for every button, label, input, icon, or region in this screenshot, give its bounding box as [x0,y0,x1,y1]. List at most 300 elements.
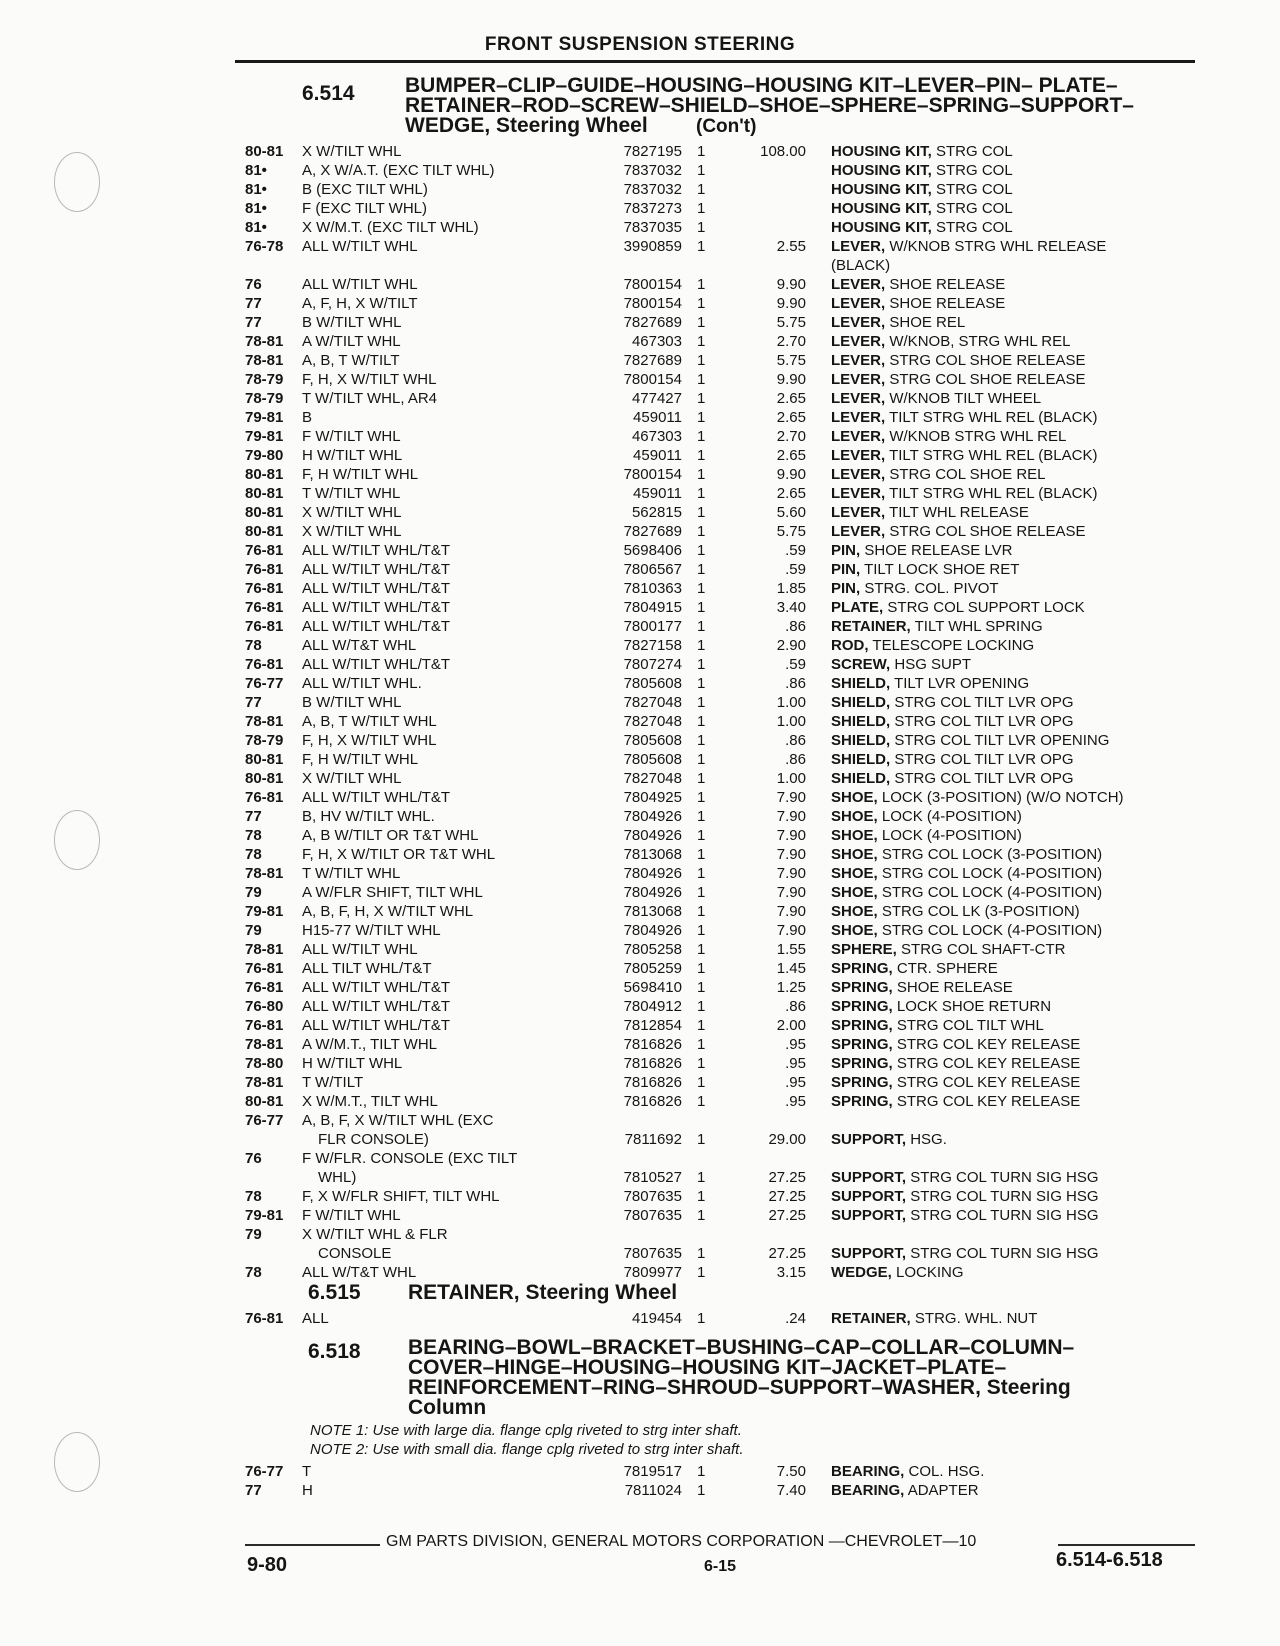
row-part-name: WEDGE, [831,1264,892,1281]
row-quantity: 1 [697,200,706,217]
table-row [0,142,1280,161]
row-description [831,579,1196,598]
row-description [831,693,1196,712]
table-row [0,1111,1280,1148]
row-application: H W/TILT WHL [302,1055,403,1072]
row-part-desc: STRG COL SHOE REL [889,466,1046,483]
row-part-desc: STRG COL LK (3-POSITION) [881,903,1080,920]
row-application: ALL W/T&T WHL [302,1264,417,1281]
table-row [0,902,1280,921]
row-quantity: 1 [697,618,706,635]
row-quantity: 1 [697,865,706,882]
row-part-name: SUPPORT, [831,1131,907,1148]
row-part-name: SUPPORT, [831,1207,907,1224]
row-application: X W/TILT WHL & FLR [302,1226,448,1243]
row-part-number: 562815 [631,504,682,521]
row-part-name: HOUSING KIT, [831,162,932,179]
row-application: ALL W/TILT WHL [302,238,418,255]
row-application: A, B, F, X W/TILT WHL (EXC [302,1112,494,1129]
row-part-desc: LOCK (3-POSITION) (W/O NOTCH) [881,789,1124,806]
row-price: .86 [785,998,806,1015]
row-description [831,845,1196,864]
row-description [831,731,1196,750]
table-row [0,465,1280,484]
row-part-desc: STRG COL [936,219,1013,236]
row-part-name: BEARING, [831,1482,905,1499]
row-quantity: 1 [697,181,706,198]
row-price: .59 [785,656,806,673]
section-continued: (Con't) [696,116,757,137]
row-part-number: 467303 [631,333,682,350]
row-part-desc: LOCK (4-POSITION) [881,827,1022,844]
row-application: F W/TILT WHL [302,1207,401,1224]
row-price: 2.70 [776,428,806,445]
row-price: 2.65 [776,485,806,502]
row-description [831,237,1196,256]
table-row [0,522,1280,541]
row-part-number: 7837273 [623,200,682,217]
row-price: 2.70 [776,333,806,350]
row-part-number: 459011 [633,485,682,502]
footer-date: 9-80 [247,1554,288,1576]
row-part-desc: TILT STRG WHL REL (BLACK) [889,409,1098,426]
row-price: 7.90 [776,903,806,920]
row-part-name: SHIELD, [831,770,891,787]
row-description [831,218,1196,237]
row-year: 78 [245,827,262,844]
row-year: 76-81 [245,561,284,578]
row-description [831,959,1196,978]
row-description [831,1016,1196,1035]
row-quantity: 1 [697,1207,706,1224]
row-year: 80-81 [245,523,284,540]
row-description [831,883,1196,902]
row-part-name: HOUSING KIT, [831,200,932,217]
row-quantity: 1 [697,599,706,616]
row-part-number: 7800154 [623,276,682,293]
row-price: 1.85 [776,580,806,597]
row-year: 76-77 [245,1112,284,1129]
row-description-cont: (BLACK) [831,257,891,274]
row-description [831,199,1196,218]
row-application: ALL W/TILT WHL/T&T [302,998,451,1015]
section-number: 6.515 [308,1281,361,1304]
row-description [831,1309,1196,1328]
row-part-number: 7816826 [623,1036,682,1053]
row-part-name: LEVER, [831,295,886,312]
row-description [831,1206,1196,1225]
row-part-name: SHOE, [831,903,878,920]
table-row [0,1092,1280,1111]
row-description [831,1263,1196,1282]
row-quantity: 1 [697,428,706,445]
row-quantity: 1 [697,143,706,160]
row-application-cont: FLR CONSOLE) [318,1131,429,1148]
row-price: 9.90 [776,295,806,312]
row-part-desc: W/KNOB TILT WHEEL [889,390,1042,407]
row-description [831,351,1196,370]
row-year: 80-81 [245,485,284,502]
row-part-desc: STRG COL SHOE RELEASE [889,352,1086,369]
row-year: 79 [245,922,262,939]
row-part-name: PIN, [831,580,861,597]
row-quantity: 1 [697,352,706,369]
row-quantity: 1 [697,580,706,597]
footer-page-number: 6-15 [704,1558,737,1575]
row-part-number: 7810363 [623,580,682,597]
row-description [831,1462,1196,1481]
section-title-line: BEARING–BOWL–BRACKET–BUSHING–CAP–COLLAR–COLUMN– [408,1336,1075,1359]
table-row [0,275,1280,294]
row-price: 2.65 [776,390,806,407]
row-part-name: SPRING, [831,979,893,996]
row-application: F, H, X W/TILT OR T&T WHL [302,846,496,863]
row-part-name: LEVER, [831,447,886,464]
row-year: 76 [245,1150,262,1167]
row-description [831,1130,1196,1149]
table-row [0,883,1280,902]
row-price: 5.75 [776,352,806,369]
row-application: T W/TILT [302,1074,364,1091]
row-quantity: 1 [697,979,706,996]
row-part-number: 7800154 [623,466,682,483]
row-year: 78-81 [245,941,284,958]
row-part-name: SHIELD, [831,694,891,711]
row-part-name: SHIELD, [831,751,891,768]
table-row [0,921,1280,940]
row-application: ALL W/TILT WHL/T&T [302,979,451,996]
row-description [831,636,1196,655]
row-price: 7.40 [776,1482,806,1499]
row-quantity: 1 [697,751,706,768]
row-part-desc: TILT WHL SPRING [914,618,1043,635]
row-application: F W/TILT WHL [302,428,401,445]
row-quantity: 1 [697,371,706,388]
row-part-number: 3990859 [623,238,682,255]
row-part-desc: STRG COL LOCK (3-POSITION) [881,846,1103,863]
row-part-number: 7827048 [623,770,682,787]
table-row [0,408,1280,427]
row-price: 2.55 [776,238,806,255]
row-description [831,1481,1196,1500]
table-row [0,1309,1280,1328]
row-price: .86 [785,675,806,692]
row-part-number: 7804912 [623,998,682,1015]
row-application: B [302,409,313,426]
row-quantity: 1 [697,960,706,977]
table-row [0,826,1280,845]
row-application: T W/TILT WHL, AR4 [302,390,438,407]
row-price: 27.25 [768,1207,806,1224]
row-description [831,408,1196,427]
table-row [0,237,1280,274]
table-row [0,940,1280,959]
row-quantity: 1 [697,656,706,673]
row-part-name: SHOE, [831,865,878,882]
row-price: 27.25 [768,1245,806,1262]
row-price: 9.90 [776,466,806,483]
row-part-number: 7827689 [623,352,682,369]
table-row [0,541,1280,560]
section-number: 6.514 [302,82,355,105]
row-quantity: 1 [697,504,706,521]
row-part-desc: STRG COL SHAFT-CTR [901,941,1066,958]
row-year: 76-81 [245,618,284,635]
row-price: .86 [785,618,806,635]
row-part-desc: TILT LOCK SHOE RET [864,561,1020,578]
row-quantity: 1 [697,162,706,179]
row-part-number: 7819517 [623,1463,682,1480]
row-part-number: 7804915 [623,599,682,616]
row-year: 78-81 [245,1074,284,1091]
row-part-number: 7805608 [623,675,682,692]
row-price: 5.60 [776,504,806,521]
row-price: 7.90 [776,789,806,806]
row-description [831,826,1196,845]
row-year: 78-81 [245,713,284,730]
row-part-name: SPRING, [831,1036,893,1053]
row-quantity: 1 [697,789,706,806]
row-quantity: 1 [697,884,706,901]
row-quantity: 1 [697,561,706,578]
row-year: 78-81 [245,1036,284,1053]
row-price: 9.90 [776,371,806,388]
table-row [0,1035,1280,1054]
row-year: 78-81 [245,865,284,882]
table-row [0,313,1280,332]
row-description [831,655,1196,674]
row-application: F, X W/FLR SHIFT, TILT WHL [302,1188,500,1205]
row-part-name: SPRING, [831,998,893,1015]
row-application: X W/M.T. (EXC TILT WHL) [302,219,479,236]
row-part-number: 7800154 [623,371,682,388]
row-application: ALL W/TILT WHL/T&T [302,789,451,806]
row-price: 7.90 [776,865,806,882]
row-part-name: HOUSING KIT, [831,143,932,160]
table-row [0,769,1280,788]
header-rule [235,60,1195,63]
row-application: X W/TILT WHL [302,770,402,787]
row-part-desc: W/KNOB, STRG WHL REL [889,333,1071,350]
row-price: 2.00 [776,1017,806,1034]
row-description [831,940,1196,959]
row-price: .95 [785,1055,806,1072]
table-row [0,579,1280,598]
row-part-number: 7827158 [623,637,682,654]
table-row [0,294,1280,313]
row-part-name: SUPPORT, [831,1169,907,1186]
row-year: 76-81 [245,1310,284,1327]
row-part-number: 7816826 [623,1055,682,1072]
row-part-desc: SHOE RELEASE [889,276,1006,293]
row-part-number: 7813068 [623,903,682,920]
row-price: 1.55 [776,941,806,958]
row-description [831,997,1196,1016]
row-quantity: 1 [697,694,706,711]
row-application-cont: WHL) [318,1169,357,1186]
row-part-desc: STRG COL TILT LVR OPENING [894,732,1110,749]
row-application: A, B, T W/TILT [302,352,400,369]
row-part-name: RETAINER, [831,618,911,635]
row-description [831,389,1196,408]
row-year: 78 [245,637,262,654]
row-part-desc: STRG. COL. PIVOT [864,580,999,597]
row-part-desc: STRG COL [936,143,1013,160]
row-description [831,503,1196,522]
row-part-desc: ADAPTER [907,1482,979,1499]
row-part-name: LEVER, [831,276,886,293]
row-part-desc: STRG COL [936,181,1013,198]
table-row [0,161,1280,180]
row-application: B W/TILT WHL [302,314,402,331]
row-quantity: 1 [697,713,706,730]
row-description [831,1187,1196,1206]
row-year: 79-81 [245,903,284,920]
row-part-desc: TILT STRG WHL REL (BLACK) [889,485,1098,502]
row-part-name: LEVER, [831,485,886,502]
row-part-name: LEVER, [831,428,886,445]
row-part-number: 7804926 [623,922,682,939]
row-year: 76-81 [245,960,284,977]
row-description [831,978,1196,997]
table-row [0,864,1280,883]
row-year: 78-79 [245,371,284,388]
row-price: 5.75 [776,523,806,540]
row-quantity: 1 [697,1074,706,1091]
row-application: X W/M.T., TILT WHL [302,1093,438,1110]
row-part-number: 7804925 [623,789,682,806]
row-application: ALL W/TILT WHL [302,941,418,958]
row-price: 7.90 [776,846,806,863]
row-part-number: 5698410 [623,979,682,996]
table-row [0,560,1280,579]
row-application: T W/TILT WHL [302,485,401,502]
table-row [0,218,1280,237]
row-part-number: 7827048 [623,713,682,730]
row-application: ALL W/TILT WHL/T&T [302,542,451,559]
table-row [0,484,1280,503]
row-part-name: SHIELD, [831,713,891,730]
row-description [831,560,1196,579]
row-part-desc: SHOE RELEASE [896,979,1013,996]
row-part-number: 7837032 [623,181,682,198]
table-row [0,598,1280,617]
row-year: 79-81 [245,428,284,445]
table-row [0,617,1280,636]
table-row [0,1054,1280,1073]
row-year: 79 [245,1226,262,1243]
footer-rule-left [245,1544,380,1546]
table-row [0,1481,1280,1500]
row-part-desc: STRG COL TILT WHL [896,1017,1044,1034]
row-year: 81• [245,219,267,236]
row-description [831,313,1196,332]
row-part-number: 7807635 [623,1245,682,1262]
row-price: 2.65 [776,409,806,426]
row-quantity: 1 [697,466,706,483]
row-price: 3.40 [776,599,806,616]
row-application: A, B W/TILT OR T&T WHL [302,827,479,844]
row-part-desc: STRG COL KEY RELEASE [896,1074,1081,1091]
row-part-desc: STRG COL SUPPORT LOCK [887,599,1085,616]
row-part-name: PLATE, [831,599,884,616]
row-price: 7.90 [776,922,806,939]
row-price: 27.25 [768,1169,806,1186]
row-application: ALL [302,1310,329,1327]
row-year: 77 [245,314,262,331]
row-part-number: 7827195 [623,143,682,160]
row-quantity: 1 [697,675,706,692]
row-part-desc: STRG COL TURN SIG HSG [910,1245,1099,1262]
table-row [0,959,1280,978]
row-part-number: 7837035 [623,219,682,236]
table-row [0,427,1280,446]
row-part-name: SPRING, [831,1074,893,1091]
row-part-name: LEVER, [831,409,886,426]
row-part-number: 5698406 [623,542,682,559]
row-quantity: 1 [697,998,706,1015]
row-part-desc: COL. HSG. [908,1463,985,1480]
row-part-number: 7810527 [623,1169,682,1186]
table-row [0,503,1280,522]
row-part-number: 7811024 [624,1482,682,1499]
table-row [0,1263,1280,1282]
row-description [831,864,1196,883]
row-year: 80-81 [245,751,284,768]
row-quantity: 1 [697,1093,706,1110]
table-row [0,636,1280,655]
row-part-desc: CTR. SPHERE [896,960,998,977]
row-application: B W/TILT WHL [302,694,402,711]
table-row [0,351,1280,370]
row-part-number: 419454 [631,1310,682,1327]
section-number: 6.518 [308,1340,361,1363]
row-part-name: BEARING, [831,1463,905,1480]
table-row [0,1225,1280,1262]
row-quantity: 1 [697,770,706,787]
row-part-name: LEVER, [831,504,886,521]
row-year: 77 [245,1482,262,1499]
row-application: B (EXC TILT WHL) [302,181,428,198]
row-part-number: 7807635 [623,1207,682,1224]
row-year: 76 [245,276,262,293]
row-part-desc: SHOE RELEASE [889,295,1006,312]
row-application-cont: CONSOLE [318,1245,392,1262]
row-application: ALL W/TILT WHL/T&T [302,580,451,597]
row-part-name: SHIELD, [831,732,891,749]
row-description [831,1035,1196,1054]
row-application: ALL TILT WHL/T&T [302,960,432,977]
row-application: ALL W/TILT WHL/T&T [302,599,451,616]
section-title-line: RETAINER, Steering Wheel [408,1281,678,1304]
row-part-number: 7800177 [623,618,682,635]
row-price: .24 [785,1310,806,1327]
row-application: A, B, F, H, X W/TILT WHL [302,903,474,920]
row-part-name: SHOE, [831,884,878,901]
row-part-name: LEVER, [831,466,886,483]
row-application: B, HV W/TILT WHL. [302,808,435,825]
row-price: .59 [785,542,806,559]
row-application: F, H, X W/TILT WHL [302,732,437,749]
row-price: 1.00 [776,713,806,730]
table-row [0,446,1280,465]
row-year: 76-81 [245,789,284,806]
row-application: ALL W/TILT WHL [302,276,418,293]
row-description [831,617,1196,636]
row-year: 76-81 [245,979,284,996]
row-year: 76-81 [245,542,284,559]
row-year: 81• [245,181,267,198]
